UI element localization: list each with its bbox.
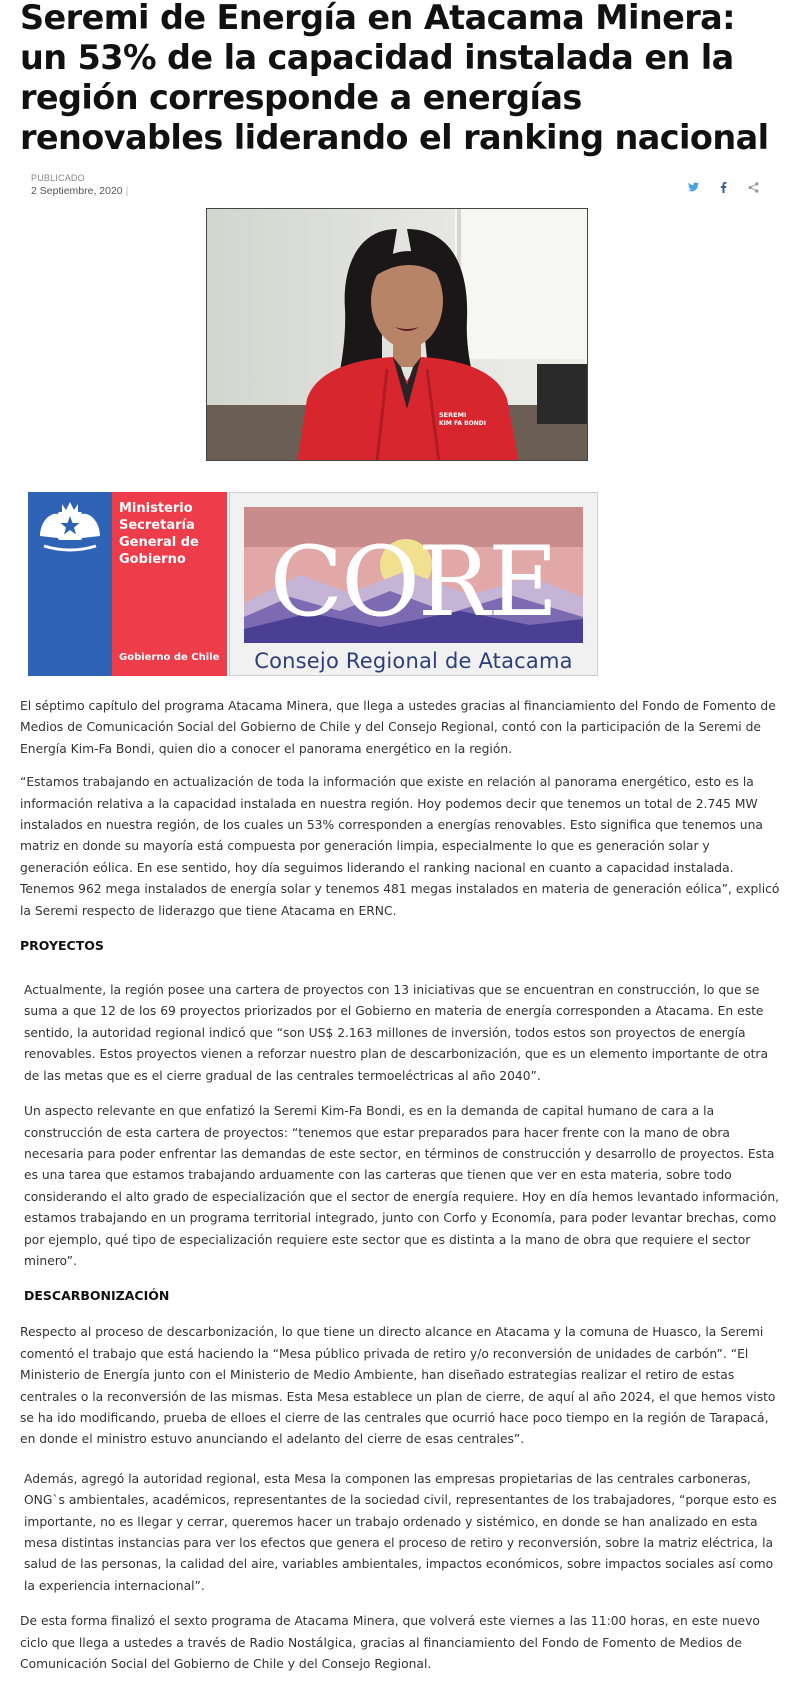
section-heading-descarbonizacion: DESCARBONIZACIÓN <box>24 1288 170 1304</box>
jacket-text-1: SEREMI <box>439 411 467 419</box>
gobierno-line-2: Secretaría <box>119 518 195 533</box>
seremi-photo <box>206 208 588 461</box>
gobierno-footer: Gobierno de Chile <box>119 652 220 663</box>
gobierno-logo <box>28 492 227 676</box>
published-date: 2 Septiembre, 2020 <box>31 185 123 197</box>
paragraph-1: El séptimo capítulo del programa Atacama Minera, que llega a ustedes gracias al financiamiento del Fondo de Fomento de Medios de Comunicación Social del Gobierno de Chile y del Consejo Regional, contó con la participación de la Seremi de Energía Kim-Fa Bondi, quien dio a conocer el panorama energético en la región. <box>20 699 776 756</box>
paragraph-7: De esta forma finalizó el sexto programa de Atacama Minera, que volverá este viernes a las 11:00 horas, en este nuevo ciclo que llega a ustedes a través de Radio Nostálgica, gracias al financiamiento del Fondo de Fomento de Medios de Comunicación Social del Gobierno de Chile y del Consejo Regional. <box>20 1614 760 1672</box>
gobierno-title <box>119 500 199 568</box>
chile-coat-of-arms-icon <box>28 492 112 562</box>
twitter-icon[interactable] <box>686 180 700 194</box>
sponsor-logos <box>28 492 598 676</box>
core-subtitle: Consejo Regional de Atacama <box>254 649 573 673</box>
gobierno-blue-panel <box>28 492 112 676</box>
share-icon[interactable] <box>746 180 760 194</box>
published-label: PUBLICADO <box>31 173 85 183</box>
paragraph-6: Además, agregó la autoridad regional, esta Mesa la componen las empresas propietarias de las centrales carboneras, ONG`s ambientales, académicos, representantes de la sociedad civil, representantes de los trabajadores, “porque esto es importante, no es llegar y cerrar, queremos hacer un trabajo ordenado y sistémico, en donde se han analizado en esta mesa distintas instancias para ver los efectos que genera el proceso de retiro y reconversión, sobre la matriz eléctrica, la salud de las personas, la calidad del aire, variables ambientales, impactos económicos, sobre impactos sociales así como la experiencia internacional”. <box>24 1471 777 1593</box>
paragraph-4: Un aspecto relevante en que enfatizó la Seremi Kim-Fa Bondi, es en la demanda de capital humano de cara a la construcción de esta cartera de proyectos: “tenemos que estar preparados para hacer frente con la mano de obra necesaria para poder enfrentar las demandas de este sector, en términos de construcción y desarrollo de proyectos. Esta es una tarea que estamos trabajando arduamente con las carteras que tienen que ver en esta materia, sobre todo considerando el alto grado de especialización que el sector de energía requiere. Hoy en día hemos levantado información, estamos trabajando en un programa territorial integrado, junto con Corfo y Economía, para poder levantar brechas, como por ejemplo, qué tipo de especialización requiere este sector que es distinta a la mano de obra que requiere el sector minero”. <box>24 1104 780 1268</box>
gobierno-line-1: Ministerio <box>119 501 193 516</box>
date-separator: | <box>125 185 129 197</box>
paragraph-3: Actualmente, la región posee una cartera de proyectos con 13 iniciativas que se encuentran en construcción, lo que se suma a que 12 de los 69 proyectos priorizados por el Gobierno en materia de energía corresponden a Atacama. En este sentido, la autoridad regional indicó que “son US$ 2.163 millones de inversión, todos estos son proyectos de energía renovables. Estos proyectos vienen a reforzar nuestro plan de descarbonización, que es un elemento importante de otra de las metas que es el cierre gradual de las centrales termoeléctricas al año 2040”. <box>24 983 769 1083</box>
paragraph-2: “Estamos trabajando en actualización de toda la información que existe en relación al panorama energético, esto es la información relativa a la capacidad instalada en nuestra región. Hoy podemos decir que tenemos un total de 2.745 MW instalados en nuestra región, de los cuales un 53% corresponden a energías renovables. Esto significa que tenemos una matriz en donde su mayoría está compuesta por generación limpia, especialmente lo que es generación solar y generación eólica. En ese sentido, hoy día seguimos liderando el ranking nacional en cuanto a capacidad instalada. Tenemos 962 mega instalados de energía solar y tenemos 481 megas instalados en materia de generación eólica”, explicó la Seremi respecto de liderazgo que tiene Atacama en ERNC. <box>20 775 780 918</box>
article-meta <box>20 172 780 212</box>
paragraph-5: Respecto al proceso de descarbonización, lo que tiene un directo alcance en Atacama y la comuna de Huasco, la Seremi comentó el trabajo que está haciendo la “Mesa público privada de retiro y/o reconversión de unidades de carbón”. “El Ministerio de Energía junto con el Ministerio de Medio Ambiente, han diseñado estrategias realizar el retiro de estas centrales o la reconversión de las mismas. Esta Mesa establece un plan de cierre, de aquí al año 2024, el que hemos visto se ha ido modificando, prueba de elloes el cierre de las centrales que ocurrió hace poco tiempo en la región de Tarapacá, en donde el ministro estuvo anunciando el adelanto del cierre de esas centrales”. <box>20 1325 776 1447</box>
gobierno-line-4: Gobierno <box>119 552 186 567</box>
section-heading-proyectos: PROYECTOS <box>20 938 104 954</box>
published-date-row <box>31 184 780 199</box>
facebook-icon[interactable] <box>716 180 730 194</box>
article-body <box>20 696 782 1687</box>
article-title: Seremi de Energía en Atacama Minera: un 53% de la capacidad instalada en la región corresponde a energías renovables liderando el ranking nacional <box>20 0 769 157</box>
core-logo <box>229 492 598 676</box>
share-bar <box>686 180 760 194</box>
jacket-text-2: KIM FA BONDI <box>439 420 486 427</box>
core-word: CORE <box>269 526 557 638</box>
gobierno-line-3: General de <box>119 535 199 550</box>
